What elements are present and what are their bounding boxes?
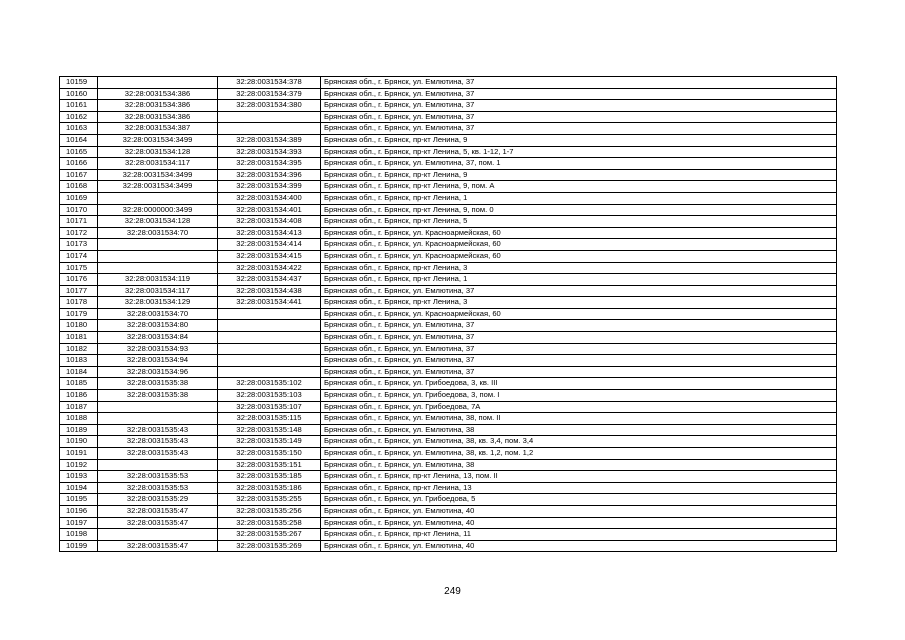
address-cell: Брянская обл., г. Брянск, пр-кт Ленина, 3 <box>321 297 837 309</box>
cadastral-number-cell: 32:28:0031535:269 <box>218 540 321 552</box>
address-cell: Брянская обл., г. Брянск, ул. Емлютина, 38 <box>321 424 837 436</box>
address-cell: Брянская обл., г. Брянск, ул. Емлютина, 37 <box>321 366 837 378</box>
table-row <box>60 366 837 378</box>
table-row <box>60 471 837 483</box>
table-row <box>60 320 837 332</box>
parent-cadastral-number-cell <box>98 77 218 89</box>
table-row <box>60 146 837 158</box>
address-cell: Брянская обл., г. Брянск, ул. Красноармейская, 60 <box>321 227 837 239</box>
row-number-cell: 10172 <box>60 227 98 239</box>
address-cell: Брянская обл., г. Брянск, ул. Емлютина, 37, пом. 1 <box>321 158 837 170</box>
cadastral-number-cell: 32:28:0031534:422 <box>218 262 321 274</box>
cadastral-number-cell: 32:28:0031534:401 <box>218 204 321 216</box>
parent-cadastral-number-cell: 32:28:0031535:38 <box>98 378 218 390</box>
parent-cadastral-number-cell: 32:28:0031534:387 <box>98 123 218 135</box>
cadastral-number-cell: 32:28:0031535:151 <box>218 459 321 471</box>
cadastral-number-cell: 32:28:0031534:414 <box>218 239 321 251</box>
cadastral-number-cell: 32:28:0031534:408 <box>218 216 321 228</box>
parent-cadastral-number-cell: 32:28:0031535:29 <box>98 494 218 506</box>
table-row <box>60 529 837 541</box>
table-row <box>60 123 837 135</box>
cadastral-number-cell: 32:28:0031535:185 <box>218 471 321 483</box>
cadastral-number-cell: 32:28:0031535:258 <box>218 517 321 529</box>
parent-cadastral-number-cell: 32:28:0031534:128 <box>98 216 218 228</box>
row-number-cell: 10193 <box>60 471 98 483</box>
address-cell: Брянская обл., г. Брянск, ул. Емлютина, 37 <box>321 88 837 100</box>
parent-cadastral-number-cell <box>98 401 218 413</box>
address-cell: Брянская обл., г. Брянск, пр-кт Ленина, 3 <box>321 262 837 274</box>
parent-cadastral-number-cell <box>98 459 218 471</box>
row-number-cell: 10186 <box>60 390 98 402</box>
cadastral-number-cell <box>218 111 321 123</box>
cadastral-number-cell: 32:28:0031535:102 <box>218 378 321 390</box>
registry-table-body <box>60 77 837 552</box>
cadastral-number-cell <box>218 343 321 355</box>
address-cell: Брянская обл., г. Брянск, ул. Грибоедова, 3, пом. I <box>321 390 837 402</box>
row-number-cell: 10191 <box>60 448 98 460</box>
cadastral-number-cell: 32:28:0031535:267 <box>218 529 321 541</box>
row-number-cell: 10185 <box>60 378 98 390</box>
parent-cadastral-number-cell: 32:28:0031534:70 <box>98 308 218 320</box>
row-number-cell: 10169 <box>60 192 98 204</box>
row-number-cell: 10163 <box>60 123 98 135</box>
row-number-cell: 10166 <box>60 158 98 170</box>
address-cell: Брянская обл., г. Брянск, ул. Емлютина, 38, кв. 1,2, пом. 1,2 <box>321 448 837 460</box>
parent-cadastral-number-cell: 32:28:0031534:117 <box>98 158 218 170</box>
row-number-cell: 10173 <box>60 239 98 251</box>
address-cell: Брянская обл., г. Брянск, пр-кт Ленина, 9 <box>321 134 837 146</box>
cadastral-number-cell: 32:28:0031535:115 <box>218 413 321 425</box>
cadastral-number-cell: 32:28:0031534:379 <box>218 88 321 100</box>
row-number-cell: 10182 <box>60 343 98 355</box>
parent-cadastral-number-cell <box>98 413 218 425</box>
row-number-cell: 10183 <box>60 355 98 367</box>
row-number-cell: 10188 <box>60 413 98 425</box>
table-row <box>60 308 837 320</box>
parent-cadastral-number-cell: 32:28:0031535:47 <box>98 505 218 517</box>
table-row <box>60 355 837 367</box>
table-row <box>60 274 837 286</box>
table-row <box>60 181 837 193</box>
address-cell: Брянская обл., г. Брянск, ул. Грибоедова, 7А <box>321 401 837 413</box>
parent-cadastral-number-cell: 32:28:0031534:119 <box>98 274 218 286</box>
address-cell: Брянская обл., г. Брянск, ул. Емлютина, 37 <box>321 123 837 135</box>
cadastral-number-cell <box>218 123 321 135</box>
parent-cadastral-number-cell: 32:28:0031534:84 <box>98 332 218 344</box>
row-number-cell: 10198 <box>60 529 98 541</box>
table-row <box>60 401 837 413</box>
row-number-cell: 10178 <box>60 297 98 309</box>
table-row <box>60 169 837 181</box>
cadastral-number-cell: 32:28:0031535:255 <box>218 494 321 506</box>
parent-cadastral-number-cell: 32:28:0031534:93 <box>98 343 218 355</box>
cadastral-number-cell: 32:28:0031535:256 <box>218 505 321 517</box>
cadastral-number-cell: 32:28:0031534:399 <box>218 181 321 193</box>
address-cell: Брянская обл., г. Брянск, ул. Емлютина, 38 <box>321 459 837 471</box>
parent-cadastral-number-cell <box>98 529 218 541</box>
row-number-cell: 10174 <box>60 250 98 262</box>
address-cell: Брянская обл., г. Брянск, ул. Емлютина, 38, кв. 3,4, пом. 3,4 <box>321 436 837 448</box>
table-row <box>60 390 837 402</box>
table-row <box>60 239 837 251</box>
address-cell: Брянская обл., г. Брянск, пр-кт Ленина, 13, пом. II <box>321 471 837 483</box>
registry-table <box>59 76 837 552</box>
parent-cadastral-number-cell: 32:28:0031534:94 <box>98 355 218 367</box>
row-number-cell: 10180 <box>60 320 98 332</box>
address-cell: Брянская обл., г. Брянск, ул. Грибоедова, 3, кв. III <box>321 378 837 390</box>
address-cell: Брянская обл., г. Брянск, ул. Емлютина, 37 <box>321 111 837 123</box>
cadastral-number-cell: 32:28:0031534:393 <box>218 146 321 158</box>
parent-cadastral-number-cell: 32:28:0031535:53 <box>98 471 218 483</box>
address-cell: Брянская обл., г. Брянск, ул. Емлютина, 40 <box>321 540 837 552</box>
parent-cadastral-number-cell <box>98 262 218 274</box>
table-row <box>60 413 837 425</box>
address-cell: Брянская обл., г. Брянск, ул. Емлютина, 37 <box>321 285 837 297</box>
cadastral-number-cell: 32:28:0031534:380 <box>218 100 321 112</box>
parent-cadastral-number-cell: 32:28:0031535:43 <box>98 436 218 448</box>
table-row <box>60 540 837 552</box>
row-number-cell: 10175 <box>60 262 98 274</box>
cadastral-number-cell <box>218 366 321 378</box>
row-number-cell: 10161 <box>60 100 98 112</box>
parent-cadastral-number-cell: 32:28:0031535:47 <box>98 540 218 552</box>
address-cell: Брянская обл., г. Брянск, ул. Емлютина, 37 <box>321 343 837 355</box>
parent-cadastral-number-cell: 32:28:0031534:128 <box>98 146 218 158</box>
cadastral-number-cell: 32:28:0031534:395 <box>218 158 321 170</box>
table-row <box>60 192 837 204</box>
address-cell: Брянская обл., г. Брянск, ул. Емлютина, 37 <box>321 320 837 332</box>
row-number-cell: 10196 <box>60 505 98 517</box>
table-row <box>60 100 837 112</box>
cadastral-number-cell: 32:28:0031534:389 <box>218 134 321 146</box>
table-row <box>60 448 837 460</box>
row-number-cell: 10162 <box>60 111 98 123</box>
address-cell: Брянская обл., г. Брянск, ул. Емлютина, 37 <box>321 77 837 89</box>
address-cell: Брянская обл., г. Брянск, пр-кт Ленина, 5 <box>321 216 837 228</box>
parent-cadastral-number-cell: 32:28:0031534:3499 <box>98 181 218 193</box>
table-row <box>60 424 837 436</box>
address-cell: Брянская обл., г. Брянск, пр-кт Ленина, 11 <box>321 529 837 541</box>
address-cell: Брянская обл., г. Брянск, пр-кт Ленина, 9, пом. А <box>321 181 837 193</box>
row-number-cell: 10189 <box>60 424 98 436</box>
address-cell: Брянская обл., г. Брянск, ул. Емлютина, 37 <box>321 100 837 112</box>
cadastral-number-cell: 32:28:0031534:437 <box>218 274 321 286</box>
cadastral-number-cell: 32:28:0031534:396 <box>218 169 321 181</box>
address-cell: Брянская обл., г. Брянск, ул. Емлютина, 37 <box>321 332 837 344</box>
address-cell: Брянская обл., г. Брянск, ул. Емлютина, 37 <box>321 355 837 367</box>
parent-cadastral-number-cell: 32:28:0031534:386 <box>98 88 218 100</box>
address-cell: Брянская обл., г. Брянск, пр-кт Ленина, 1 <box>321 274 837 286</box>
row-number-cell: 10194 <box>60 482 98 494</box>
address-cell: Брянская обл., г. Брянск, пр-кт Ленина, 9, пом. 0 <box>321 204 837 216</box>
row-number-cell: 10177 <box>60 285 98 297</box>
table-row <box>60 158 837 170</box>
address-cell: Брянская обл., г. Брянск, пр-кт Ленина, 1 <box>321 192 837 204</box>
table-row <box>60 332 837 344</box>
row-number-cell: 10171 <box>60 216 98 228</box>
parent-cadastral-number-cell: 32:28:0031534:386 <box>98 111 218 123</box>
row-number-cell: 10160 <box>60 88 98 100</box>
address-cell: Брянская обл., г. Брянск, пр-кт Ленина, 5, кв. 1-12, 1-7 <box>321 146 837 158</box>
address-cell: Брянская обл., г. Брянск, ул. Емлютина, 38, пом. II <box>321 413 837 425</box>
row-number-cell: 10159 <box>60 77 98 89</box>
table-row <box>60 111 837 123</box>
cadastral-number-cell: 32:28:0031535:148 <box>218 424 321 436</box>
cadastral-number-cell <box>218 320 321 332</box>
parent-cadastral-number-cell: 32:28:0031535:53 <box>98 482 218 494</box>
table-row <box>60 285 837 297</box>
cadastral-number-cell: 32:28:0031534:438 <box>218 285 321 297</box>
table-row <box>60 227 837 239</box>
row-number-cell: 10184 <box>60 366 98 378</box>
parent-cadastral-number-cell: 32:28:0031535:38 <box>98 390 218 402</box>
table-row <box>60 134 837 146</box>
table-row <box>60 343 837 355</box>
table-row <box>60 436 837 448</box>
parent-cadastral-number-cell: 32:28:0031534:3499 <box>98 169 218 181</box>
parent-cadastral-number-cell: 32:28:0031534:129 <box>98 297 218 309</box>
address-cell: Брянская обл., г. Брянск, ул. Емлютина, 40 <box>321 517 837 529</box>
table-row <box>60 77 837 89</box>
cadastral-number-cell <box>218 332 321 344</box>
table-row <box>60 459 837 471</box>
table-row <box>60 204 837 216</box>
table-row <box>60 250 837 262</box>
table-row <box>60 482 837 494</box>
table-row <box>60 88 837 100</box>
cadastral-number-cell: 32:28:0031535:186 <box>218 482 321 494</box>
row-number-cell: 10165 <box>60 146 98 158</box>
table-row <box>60 297 837 309</box>
row-number-cell: 10199 <box>60 540 98 552</box>
parent-cadastral-number-cell <box>98 250 218 262</box>
cadastral-number-cell: 32:28:0031535:103 <box>218 390 321 402</box>
row-number-cell: 10197 <box>60 517 98 529</box>
parent-cadastral-number-cell <box>98 239 218 251</box>
cadastral-number-cell <box>218 308 321 320</box>
page-number: 249 <box>444 586 461 597</box>
row-number-cell: 10164 <box>60 134 98 146</box>
row-number-cell: 10181 <box>60 332 98 344</box>
cadastral-number-cell: 32:28:0031534:415 <box>218 250 321 262</box>
cadastral-number-cell: 32:28:0031534:400 <box>218 192 321 204</box>
row-number-cell: 10170 <box>60 204 98 216</box>
table-row <box>60 505 837 517</box>
address-cell: Брянская обл., г. Брянск, пр-кт Ленина, 13 <box>321 482 837 494</box>
parent-cadastral-number-cell <box>98 192 218 204</box>
parent-cadastral-number-cell: 32:28:0031534:80 <box>98 320 218 332</box>
cadastral-number-cell <box>218 355 321 367</box>
table-row <box>60 262 837 274</box>
table-row <box>60 494 837 506</box>
row-number-cell: 10187 <box>60 401 98 413</box>
address-cell: Брянская обл., г. Брянск, ул. Емлютина, 40 <box>321 505 837 517</box>
parent-cadastral-number-cell: 32:28:0031534:96 <box>98 366 218 378</box>
cadastral-number-cell: 32:28:0031534:441 <box>218 297 321 309</box>
cadastral-number-cell: 32:28:0031534:413 <box>218 227 321 239</box>
parent-cadastral-number-cell: 32:28:0031535:43 <box>98 448 218 460</box>
cadastral-number-cell: 32:28:0031534:378 <box>218 77 321 89</box>
row-number-cell: 10167 <box>60 169 98 181</box>
table-row <box>60 517 837 529</box>
address-cell: Брянская обл., г. Брянск, ул. Красноармейская, 60 <box>321 239 837 251</box>
row-number-cell: 10168 <box>60 181 98 193</box>
parent-cadastral-number-cell: 32:28:0031535:47 <box>98 517 218 529</box>
parent-cadastral-number-cell: 32:28:0031534:3499 <box>98 134 218 146</box>
parent-cadastral-number-cell: 32:28:0000000:3499 <box>98 204 218 216</box>
table-row <box>60 378 837 390</box>
address-cell: Брянская обл., г. Брянск, ул. Красноармейская, 60 <box>321 250 837 262</box>
row-number-cell: 10190 <box>60 436 98 448</box>
parent-cadastral-number-cell: 32:28:0031534:386 <box>98 100 218 112</box>
row-number-cell: 10179 <box>60 308 98 320</box>
cadastral-number-cell: 32:28:0031535:107 <box>218 401 321 413</box>
parent-cadastral-number-cell: 32:28:0031534:70 <box>98 227 218 239</box>
row-number-cell: 10195 <box>60 494 98 506</box>
row-number-cell: 10176 <box>60 274 98 286</box>
row-number-cell: 10192 <box>60 459 98 471</box>
parent-cadastral-number-cell: 32:28:0031535:43 <box>98 424 218 436</box>
table-row <box>60 216 837 228</box>
cadastral-number-cell: 32:28:0031535:150 <box>218 448 321 460</box>
parent-cadastral-number-cell: 32:28:0031534:117 <box>98 285 218 297</box>
address-cell: Брянская обл., г. Брянск, ул. Красноармейская, 60 <box>321 308 837 320</box>
cadastral-number-cell: 32:28:0031535:149 <box>218 436 321 448</box>
address-cell: Брянская обл., г. Брянск, пр-кт Ленина, 9 <box>321 169 837 181</box>
address-cell: Брянская обл., г. Брянск, ул. Грибоедова, 5 <box>321 494 837 506</box>
